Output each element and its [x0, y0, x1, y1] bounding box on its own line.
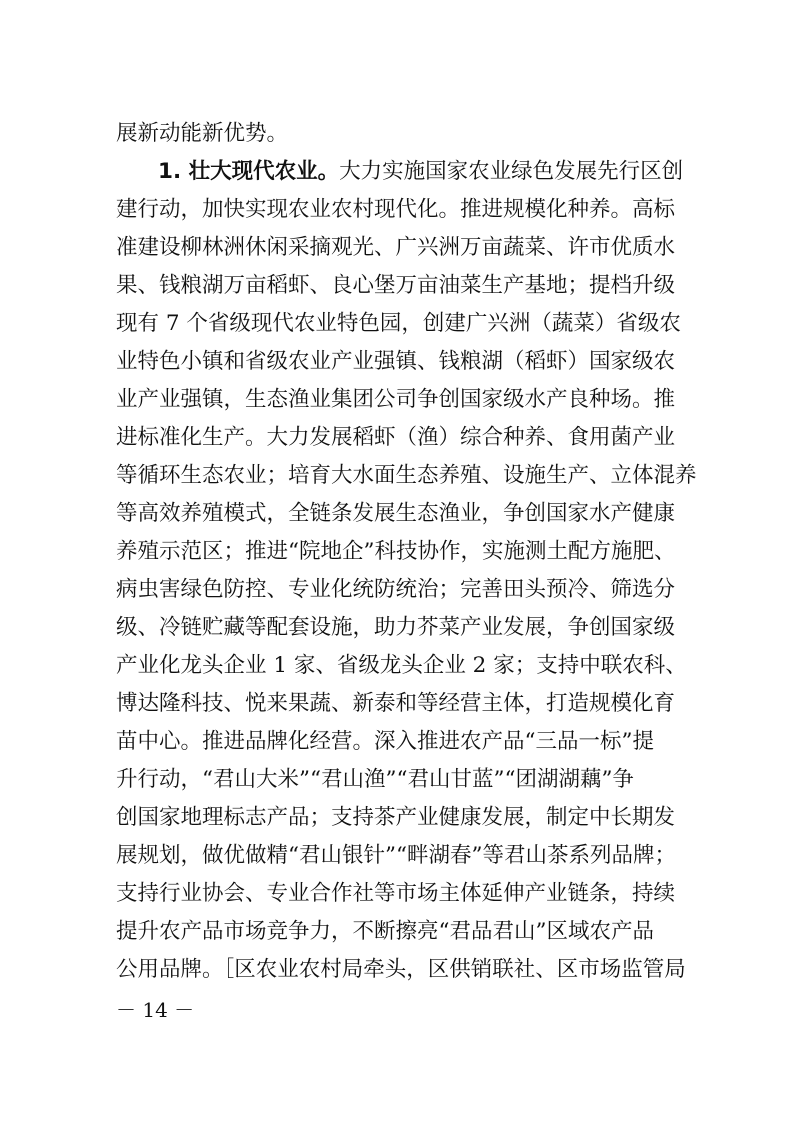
text-line: 展新动能新优势。 [116, 121, 289, 146]
text-line: 养殖示范区；推进“院地企”科技协作，实施测土配方施肥、 [116, 539, 676, 564]
text-line: 等循环生态农业；培育大水面生态养殖、设施生产、立体混养 [116, 463, 697, 488]
body-text [116, 115, 697, 989]
text-line: 博达隆科技、悦来果蔬、新泰和等经营主体，打造规模化育 [116, 691, 676, 716]
text-line: 果、钱粮湖万亩稻虾、良心堡万亩油菜生产基地；提档升级 [116, 273, 676, 298]
text-line: 准建设柳林洲休闲采摘观光、广兴洲万亩蔬菜、许市优质水 [116, 235, 676, 260]
heading-followup-text: 大力实施国家农业绿色发展先行区创 [339, 159, 684, 184]
text-line: 病虫害绿色防控、专业化统防统治；完善田头预冷、筛选分 [116, 577, 676, 602]
page-number: － 14 － [116, 998, 195, 1022]
text-line: 支持行业协会、专业合作社等市场主体延伸产业链条，持续 [116, 881, 676, 906]
section-heading: 1. 壮大现代农业。 [158, 159, 340, 184]
text-line: 业特色小镇和省级农业产业强镇、钱粮湖（稻虾）国家级农 [116, 349, 676, 374]
text-line: 等高效养殖模式，全链条发展生态渔业，争创国家水产健康 [116, 501, 676, 526]
text-line: 公用品牌。［区农业农村局牵头，区供销联社、区市场监管局 [116, 957, 686, 982]
text-line: 提升农产品市场竞争力，不断擦亮“君品君山”区域农产品 [116, 919, 654, 944]
text-line: 创国家地理标志产品；支持茶产业健康发展，制定中长期发 [116, 805, 676, 830]
text-line: 产业化龙头企业 1 家、省级龙头企业 2 家；支持中联农科、 [116, 653, 687, 678]
text-line: 级、冷链贮藏等配套设施，助力芥菜产业发展，争创国家级 [116, 615, 676, 640]
text-line: 展规划，做优做精“君山银针”“畔湖春”等君山茶系列品牌； [116, 843, 676, 868]
text-line: 苗中心。推进品牌化经营。深入推进农产品“三品一标”提 [116, 729, 654, 754]
text-line: 现有 7 个省级现代农业特色园，创建广兴洲（蔬菜）省级农 [116, 311, 681, 336]
text-line: 升行动，“君山大米”“君山渔”“君山甘蓝”“团湖湖藕”争 [116, 767, 634, 792]
text-line: 业产业强镇，生态渔业集团公司争创国家级水产良种场。推 [116, 387, 676, 412]
text-line: 建行动，加快实现农业农村现代化。推进规模化种养。高标 [116, 197, 676, 222]
text-line: 进标准化生产。大力发展稻虾（渔）综合种养、食用菌产业 [116, 425, 676, 450]
section-heading-line [116, 153, 686, 191]
